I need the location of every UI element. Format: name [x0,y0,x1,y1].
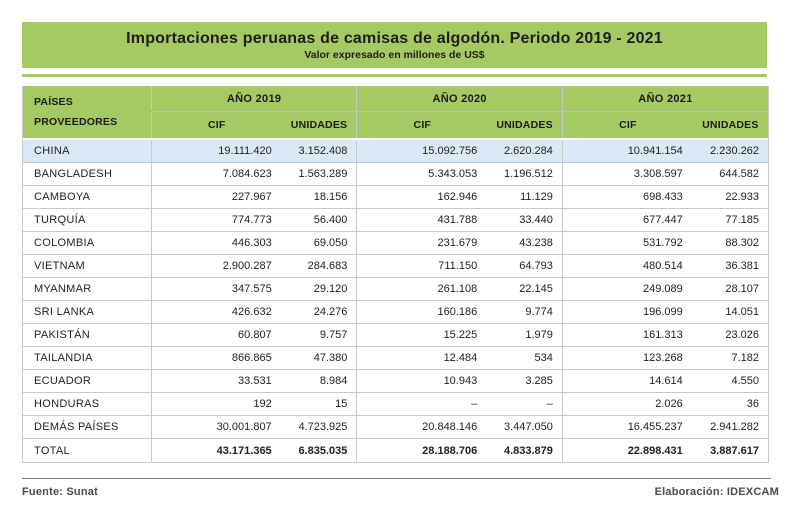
table-header [23,86,768,139]
table-row [23,324,768,347]
column-header-year-2019: AÑO 2019 [151,86,357,112]
unidades-2021-cell: 2.230.262 [693,139,768,163]
source-credit: Fuente: Sunat [22,486,98,498]
unidades-2021-cell: 88.302 [693,232,768,255]
elaboration-credit: Elaboración: IDEXCAM [654,486,779,498]
subheader-cif-2021: CIF [562,112,692,140]
cif-2021-cell: 531.792 [562,232,692,255]
unidades-2020-cell: 3.285 [487,370,562,393]
unidades-2021-cell: 77.185 [693,209,768,232]
cif-2020-cell: – [357,393,487,416]
unidades-2019-cell: 15 [282,393,357,416]
country-cell: ECUADOR [23,370,151,393]
unidades-2019-cell: 1.563.289 [282,163,357,186]
table-row [23,163,768,186]
column-header-year-2020: AÑO 2020 [357,86,563,112]
chart-subtitle: Valor expresado en millones de US$ [304,49,485,61]
countries-header-line2: PROVEEDORES [34,115,118,128]
unidades-2021-cell: 22.933 [693,186,768,209]
subheader-cif-2019: CIF [151,112,281,140]
footer-divider [22,478,771,479]
unidades-2021-cell: 14.051 [693,301,768,324]
country-cell: HONDURAS [23,393,151,416]
cif-2020-cell: 15.092.756 [357,139,487,163]
country-cell: CAMBOYA [23,186,151,209]
table-row [23,301,768,324]
cif-2019-cell: 347.575 [151,278,281,301]
cif-2020-cell: 261.108 [357,278,487,301]
country-cell: MYANMAR [23,278,151,301]
table-row [23,139,768,163]
unidades-2021-cell: 7.182 [693,347,768,370]
cif-2021-cell: 123.268 [562,347,692,370]
unidades-2020-cell: 64.793 [487,255,562,278]
cif-2019-cell: 227.967 [151,186,281,209]
unidades-2020-cell: 1.196.512 [487,163,562,186]
unidades-2019-cell: 56.400 [282,209,357,232]
column-header-year-2021: AÑO 2021 [562,86,768,112]
unidades-2021-cell: 4.550 [693,370,768,393]
unidades-2019-cell: 6.835.035 [282,439,357,463]
unidades-2020-cell: 22.145 [487,278,562,301]
cif-2020-cell: 231.679 [357,232,487,255]
table-row [23,439,768,463]
cif-2019-cell: 30.001.807 [151,416,281,439]
cif-2020-cell: 12.484 [357,347,487,370]
unidades-2019-cell: 9.757 [282,324,357,347]
cif-2019-cell: 7.084.623 [151,163,281,186]
unidades-2020-cell: 11.129 [487,186,562,209]
country-cell: TURQUÍA [23,209,151,232]
unidades-2020-cell: 33.440 [487,209,562,232]
unidades-2020-cell: 9.774 [487,301,562,324]
table-row [23,393,768,416]
unidades-2019-cell: 29.120 [282,278,357,301]
table-row [23,255,768,278]
country-cell: CHINA [23,139,151,163]
cif-2021-cell: 10.941.154 [562,139,692,163]
cif-2019-cell: 866.865 [151,347,281,370]
unidades-2019-cell: 69.050 [282,232,357,255]
cif-2021-cell: 196.099 [562,301,692,324]
table-row [23,278,768,301]
unidades-2021-cell: 2.941.282 [693,416,768,439]
table-row [23,370,768,393]
title-banner [22,22,767,68]
unidades-2021-cell: 3.887.617 [693,439,768,463]
unidades-2020-cell: 4.833.879 [487,439,562,463]
imports-table [22,86,769,463]
table-body [23,139,768,462]
chart-title: Importaciones peruanas de camisas de algodón. Periodo 2019 - 2021 [126,30,663,47]
cif-2021-cell: 480.514 [562,255,692,278]
cif-2019-cell: 60.807 [151,324,281,347]
cif-2020-cell: 160.186 [357,301,487,324]
country-cell: DEMÁS PAÍSES [23,416,151,439]
unidades-2020-cell: – [487,393,562,416]
cif-2019-cell: 774.773 [151,209,281,232]
cif-2021-cell: 249.089 [562,278,692,301]
cif-2019-cell: 2.900.287 [151,255,281,278]
country-cell: TAILANDIA [23,347,151,370]
cif-2020-cell: 10.943 [357,370,487,393]
cif-2021-cell: 16.455.237 [562,416,692,439]
table-row [23,209,768,232]
unidades-2021-cell: 36.381 [693,255,768,278]
unidades-2020-cell: 1.979 [487,324,562,347]
subheader-cif-2020: CIF [357,112,487,140]
country-cell: BANGLADESH [23,163,151,186]
cif-2019-cell: 19.111.420 [151,139,281,163]
table-row [23,232,768,255]
cif-2019-cell: 446.303 [151,232,281,255]
title-divider [22,74,767,77]
cif-2019-cell: 43.171.365 [151,439,281,463]
unidades-2021-cell: 36 [693,393,768,416]
header-row-years [23,86,768,112]
subheader-unidades-2021: UNIDADES [693,112,768,140]
footer [22,486,779,498]
country-cell: VIETNAM [23,255,151,278]
cif-2019-cell: 426.632 [151,301,281,324]
data-table [23,86,768,462]
unidades-2021-cell: 644.582 [693,163,768,186]
cif-2021-cell: 698.433 [562,186,692,209]
unidades-2019-cell: 3.152.408 [282,139,357,163]
unidades-2020-cell: 43.238 [487,232,562,255]
unidades-2020-cell: 534 [487,347,562,370]
cif-2020-cell: 28.188.706 [357,439,487,463]
unidades-2019-cell: 8.984 [282,370,357,393]
cif-2020-cell: 711.150 [357,255,487,278]
subheader-unidades-2019: UNIDADES [282,112,357,140]
unidades-2019-cell: 47.380 [282,347,357,370]
cif-2020-cell: 15.225 [357,324,487,347]
cif-2021-cell: 161.313 [562,324,692,347]
cif-2021-cell: 22.898.431 [562,439,692,463]
cif-2020-cell: 5.343.053 [357,163,487,186]
cif-2019-cell: 33.531 [151,370,281,393]
country-cell: TOTAL [23,439,151,463]
unidades-2019-cell: 24.276 [282,301,357,324]
country-cell: PAKISTÁN [23,324,151,347]
cif-2020-cell: 20.848.146 [357,416,487,439]
unidades-2020-cell: 3.447.050 [487,416,562,439]
unidades-2019-cell: 284.683 [282,255,357,278]
cif-2021-cell: 2.026 [562,393,692,416]
cif-2021-cell: 14.614 [562,370,692,393]
table-row [23,347,768,370]
column-header-countries [23,86,151,139]
countries-header-line1: PAÍSES [34,95,73,108]
cif-2019-cell: 192 [151,393,281,416]
cif-2020-cell: 162.946 [357,186,487,209]
cif-2021-cell: 677.447 [562,209,692,232]
unidades-2021-cell: 23.026 [693,324,768,347]
subheader-unidades-2020: UNIDADES [487,112,562,140]
country-cell: COLOMBIA [23,232,151,255]
table-row [23,186,768,209]
cif-2020-cell: 431.788 [357,209,487,232]
cif-2021-cell: 3.308.597 [562,163,692,186]
table-row [23,416,768,439]
unidades-2019-cell: 4.723.925 [282,416,357,439]
unidades-2019-cell: 18.156 [282,186,357,209]
unidades-2020-cell: 2.620.284 [487,139,562,163]
country-cell: SRI LANKA [23,301,151,324]
unidades-2021-cell: 28.107 [693,278,768,301]
